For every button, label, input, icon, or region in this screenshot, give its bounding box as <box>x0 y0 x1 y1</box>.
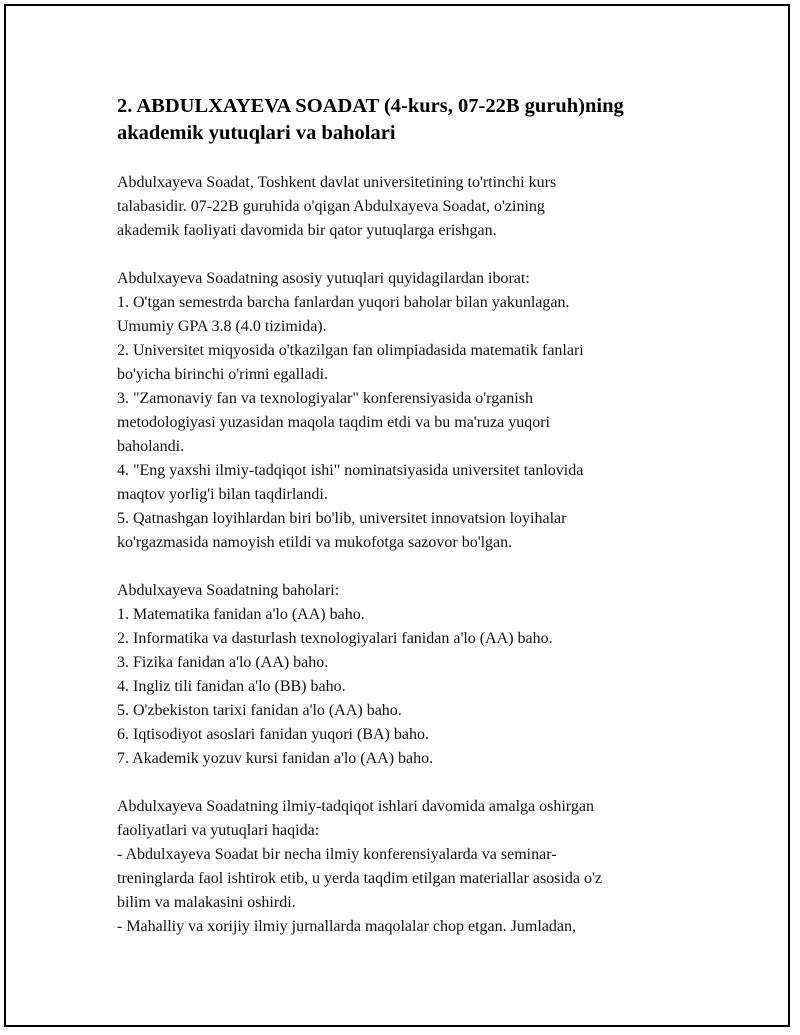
list-item: 5. O'zbekiston tarixi fanidan a'lo (AA) baho. <box>117 702 402 719</box>
list-item: 7. Akademik yozuv kursi fanidan a'lo (AA) baho. <box>117 750 434 767</box>
grades-section <box>117 579 697 771</box>
text-line: Abdulxayeva Soadat, Toshkent davlat universitetining to'rtinchi kurs <box>117 174 557 191</box>
section-heading: Abdulxayeva Soadatning ilmiy-tadqiqot ishlari davomida amalga oshirgan <box>117 798 594 815</box>
text-line: akademik faoliyati davomida bir qator yutuqlarga erishgan. <box>117 222 497 239</box>
title-line: akademik yutuqlari va baholari <box>117 122 396 144</box>
list-item: bilim va malakasini oshirdi. <box>117 894 296 911</box>
list-item: 3. Fizika fanidan a'lo (AA) baho. <box>117 654 329 671</box>
section-heading: Abdulxayeva Soadatning baholari: <box>117 582 340 599</box>
achievements-section <box>117 267 697 555</box>
document-title <box>117 93 697 147</box>
list-item: 5. Qatnashgan loyihlardan biri bo'lib, universitet innovatsion loyihalar <box>117 510 567 527</box>
title-line: 2. ABDULXAYEVA SOADAT (4-kurs, 07-22B guruh)ning <box>117 95 624 117</box>
list-item: 6. Iqtisodiyot asoslari fanidan yuqori (BA) baho. <box>117 726 429 743</box>
list-item: - Abdulxayeva Soadat bir necha ilmiy konferensiyalarda va seminar- <box>117 846 557 863</box>
list-item: 1. Matematika fanidan a'lo (AA) baho. <box>117 606 365 623</box>
research-section <box>117 795 697 939</box>
list-item: 1. O'tgan semestrda barcha fanlardan yuqori baholar bilan yakunlagan. <box>117 294 570 311</box>
list-item: maqtov yorlig'i bilan taqdirlandi. <box>117 486 328 503</box>
list-item: 4. Ingliz tili fanidan a'lo (BB) baho. <box>117 678 346 695</box>
list-item: baholandi. <box>117 438 185 455</box>
section-heading: Abdulxayeva Soadatning asosiy yutuqlari quyidagilardan iborat: <box>117 270 530 287</box>
list-item: 2. Informatika va dasturlash texnologiyalari fanidan a'lo (AA) baho. <box>117 630 553 647</box>
paragraph-spacer <box>117 243 697 267</box>
list-item: ko'rgazmasida namoyish etildi va mukofotga sazovor bo'lgan. <box>117 534 513 551</box>
document-body <box>117 93 697 939</box>
list-item: metodologiyasi yuzasidan maqola taqdim etdi va bu ma'ruza yuqori <box>117 414 550 431</box>
list-item: 4. "Eng yaxshi ilmiy-tadqiqot ishi" nominatsiyasida universitet tanlovida <box>117 462 584 479</box>
list-item: Umumiy GPA 3.8 (4.0 tizimida). <box>117 318 327 335</box>
list-item: - Mahalliy va xorijiy ilmiy jurnallarda maqolalar chop etgan. Jumladan, <box>117 918 576 935</box>
paragraph-spacer <box>117 771 697 795</box>
text-line: talabasidir. 07-22B guruhida o'qigan Abdulxayeva Soadat, o'zining <box>117 198 545 215</box>
intro-paragraph <box>117 171 697 243</box>
list-item: 3. "Zamonaviy fan va texnologiyalar" konferensiyasida o'rganish <box>117 390 533 407</box>
list-item: bo'yicha birinchi o'rinni egalladi. <box>117 366 329 383</box>
paragraph-spacer <box>117 555 697 579</box>
section-heading: faoliyatlari va yutuqlari haqida: <box>117 822 320 839</box>
list-item: 2. Universitet miqyosida o'tkazilgan fan olimpiadasida matematik fanlari <box>117 342 584 359</box>
list-item: treninglarda faol ishtirok etib, u yerda taqdim etilgan materiallar asosida o'z <box>117 870 602 887</box>
